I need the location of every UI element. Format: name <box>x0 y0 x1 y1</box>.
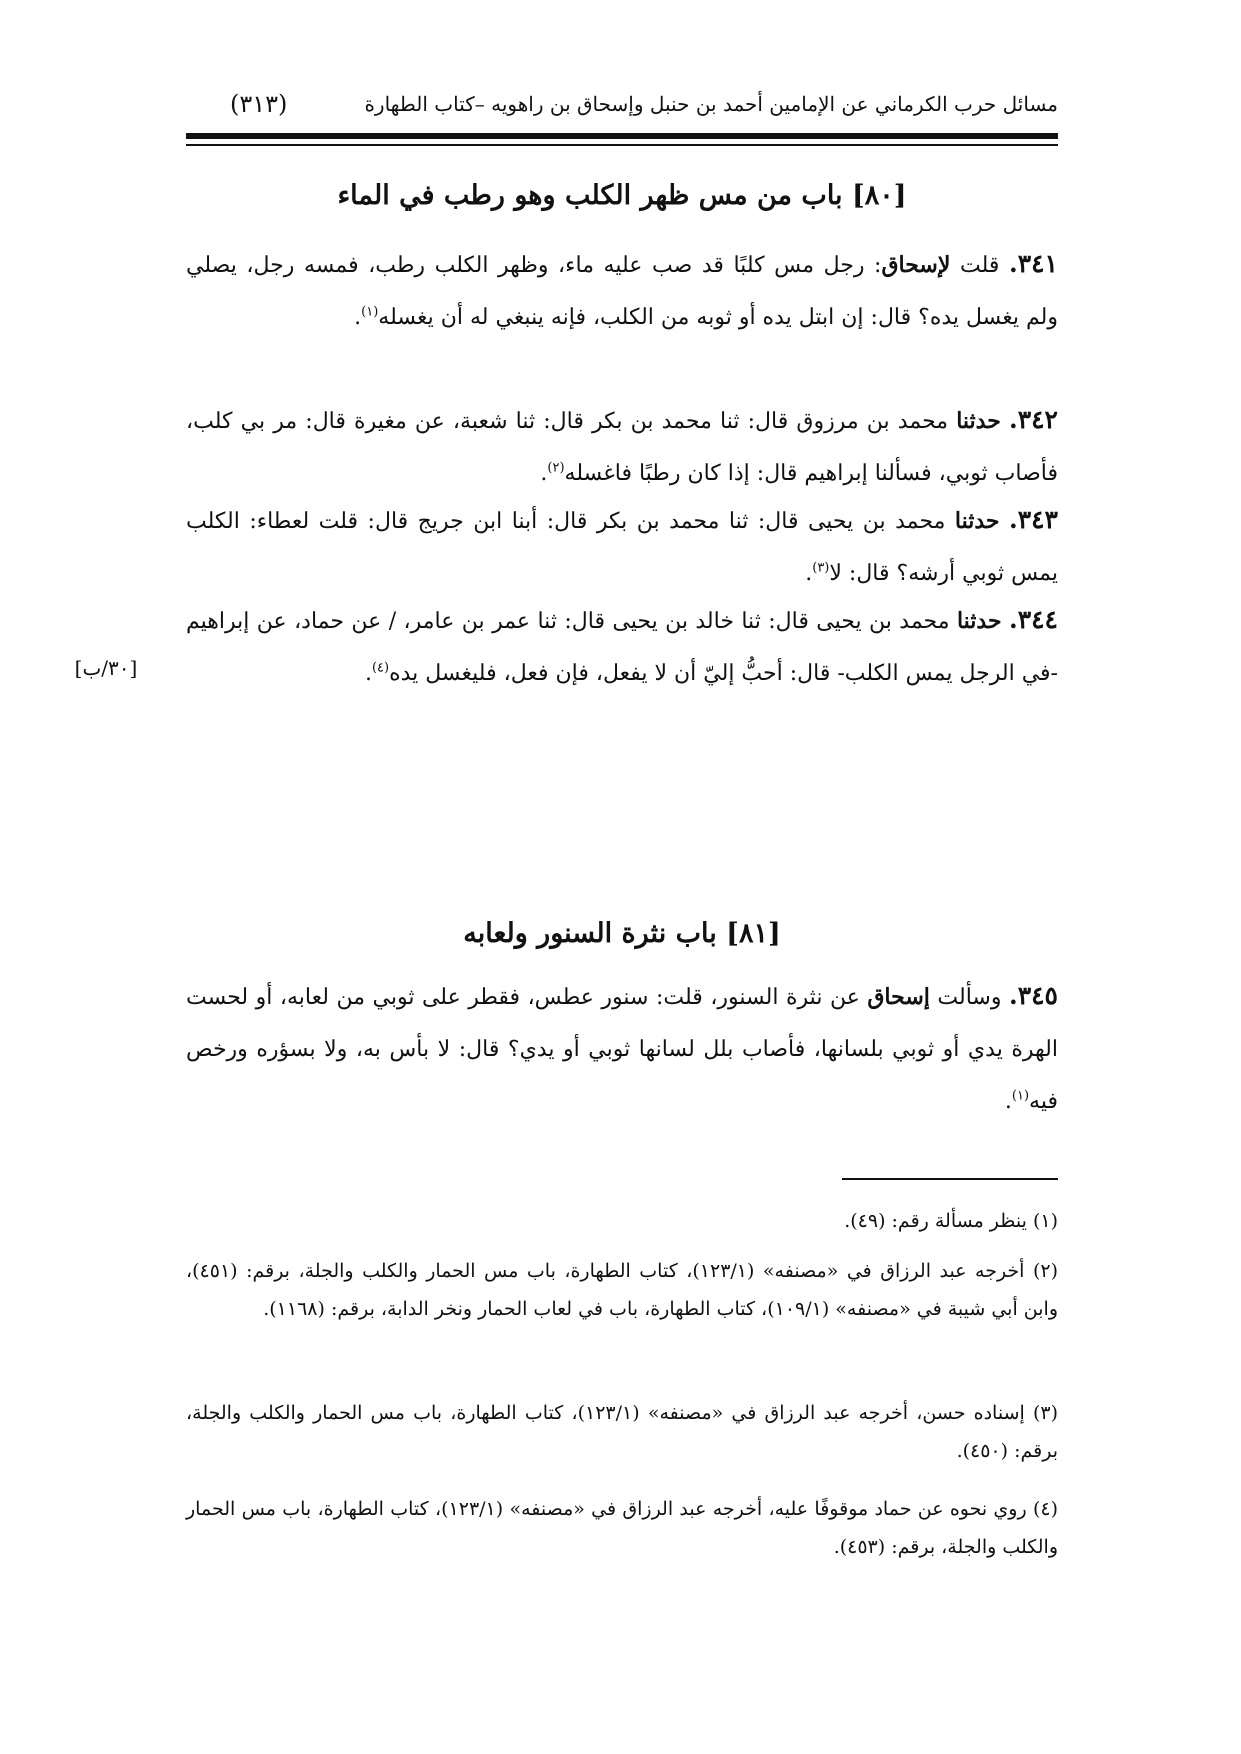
issue-number: ٣٤٣. <box>1008 505 1058 534</box>
issue-end: . <box>540 461 548 486</box>
footnote-number: (٢) <box>1032 1260 1058 1282</box>
issue-text: عن نثرة السنور، قلت: سنور عطس، فقطر على ثوبي من لعابه، أو لحست الهرة يدي أو ثوبي بلسانها، فأصاب بلل لسانها ثوبي أو يدي؟ قال: لا بأس به، ولا بسؤره ورخص فيه <box>186 985 1058 1114</box>
issue-prefix <box>999 509 1009 534</box>
issue-number: ٣٤١. <box>1008 249 1058 278</box>
footnote-ref: (٣) <box>812 560 830 576</box>
issue-paragraph <box>186 594 1058 700</box>
footnote-number: (٤) <box>1032 1498 1058 1520</box>
running-header <box>186 84 1058 124</box>
footnote-ref: (١) <box>361 304 379 320</box>
header-rule-thin <box>186 144 1058 146</box>
issue-paragraph <box>186 238 1058 344</box>
issue-lead-word: إسحاق <box>867 984 930 1010</box>
footnote <box>186 1202 1058 1240</box>
footnote-number: (٣) <box>1032 1402 1058 1424</box>
footnote <box>186 1490 1058 1566</box>
issue-paragraph <box>186 394 1058 500</box>
footnote-text: ينظر مسألة رقم: (٤٩). <box>844 1210 1033 1232</box>
issue-paragraph <box>186 494 1058 600</box>
issue-end: . <box>805 561 813 586</box>
footnote <box>186 1252 1058 1328</box>
footnote-text: إسناده حسن، أخرجه عبد الرزاق في «مصنفه» (١٢٣/١)، كتاب الطهارة، باب مس الحمار والكلب والجلة، برقم: (٤٥٠). <box>186 1402 1058 1462</box>
footnote-ref: (٤) <box>371 660 390 676</box>
issue-text: محمد بن مرزوق قال: ثنا محمد بن بكر قال: ثنا شعبة، عن مغيرة قال: مر بي كلب، فأصاب ثوبي، فسألنا إبراهيم قال: إذا كان رطبًا فاغسله <box>186 409 1058 486</box>
header-rule-thick <box>186 133 1058 139</box>
footnote-number: (١) <box>1032 1210 1058 1232</box>
chapter-heading: [٨٠] باب من مس ظهر الكلب وهو رطب في الماء <box>337 180 907 211</box>
manuscript-folio-marker: [٣٠/ب] <box>74 656 138 680</box>
issue-text: محمد بن يحيى قال: ثنا خالد بن يحيى قال: ثنا عمر بن عامر، / عن حماد، عن إبراهيم -في الرجل يمس الكلب- قال: أحبُّ إليّ أن لا يفعل، فإن فعل، فليغسل يده <box>186 609 1058 686</box>
footnote-ref: (١) <box>1011 1088 1030 1104</box>
issue-end: . <box>1004 1089 1012 1114</box>
issue-number: ٣٤٤. <box>1008 605 1058 634</box>
chapter-heading: [٨١] باب نثرة السنور ولعابه <box>463 918 781 949</box>
header-title: مسائل حرب الكرماني عن الإمامين أحمد بن حنبل وإسحاق بن راهويه –كتاب الطهارة <box>364 92 1058 116</box>
issue-text: : رجل مس كلبًا قد صب عليه ماء، وظهر الكلب رطب، فمسه رجل، يصلي ولم يغسل يده؟ قال: إن ابتل يده أو ثوبه من الكلب، فإنه ينبغي له أن يغسله <box>186 253 1058 330</box>
issue-lead-word: حدثنا <box>954 508 1000 534</box>
footnote-text: أخرجه عبد الرزاق في «مصنفه» (١٢٣/١)، كتاب الطهارة، باب مس الحمار والكلب والجلة، برقم: (٤٥١)، وابن أبي شيبة في «مصنفه» (١٠٩/١)، كتاب الطهارة، باب في لعاب الحمار ونخر الدابة، برقم: (١١٦٨). <box>186 1260 1058 1320</box>
issue-lead-word: لإسحاق <box>881 252 951 278</box>
footnote <box>186 1394 1058 1470</box>
issue-end: . <box>354 305 362 330</box>
issue-lead-word: حدثنا <box>956 408 1001 434</box>
issue-prefix: وسألت <box>929 985 1009 1010</box>
footnote-separator <box>842 1178 1058 1180</box>
issue-end: . <box>364 661 372 686</box>
issue-text: محمد بن يحيى قال: ثنا محمد بن بكر قال: أبنا ابن جريج قال: قلت لعطاء: الكلب يمس ثوبي أرشه؟ قال: لا <box>186 509 1058 586</box>
footnote-text: روي نحوه عن حماد موقوفًا عليه، أخرجه عبد الرزاق في «مصنفه» (١٢٣/١)، كتاب الطهارة، باب مس الحمار والكلب والجلة، برقم: (٤٥٣). <box>186 1498 1058 1558</box>
page-number: (٣١٣) <box>230 90 288 118</box>
issue-prefix <box>1001 409 1009 434</box>
issue-paragraph <box>186 970 1058 1128</box>
footnote-ref: (٢) <box>547 460 565 476</box>
issue-number: ٣٤٥. <box>1008 981 1058 1010</box>
issue-lead-word: حدثنا <box>956 608 1002 634</box>
issue-prefix: قلت <box>950 253 1009 278</box>
issue-prefix <box>1002 609 1009 634</box>
issue-number: ٣٤٢. <box>1008 405 1058 434</box>
